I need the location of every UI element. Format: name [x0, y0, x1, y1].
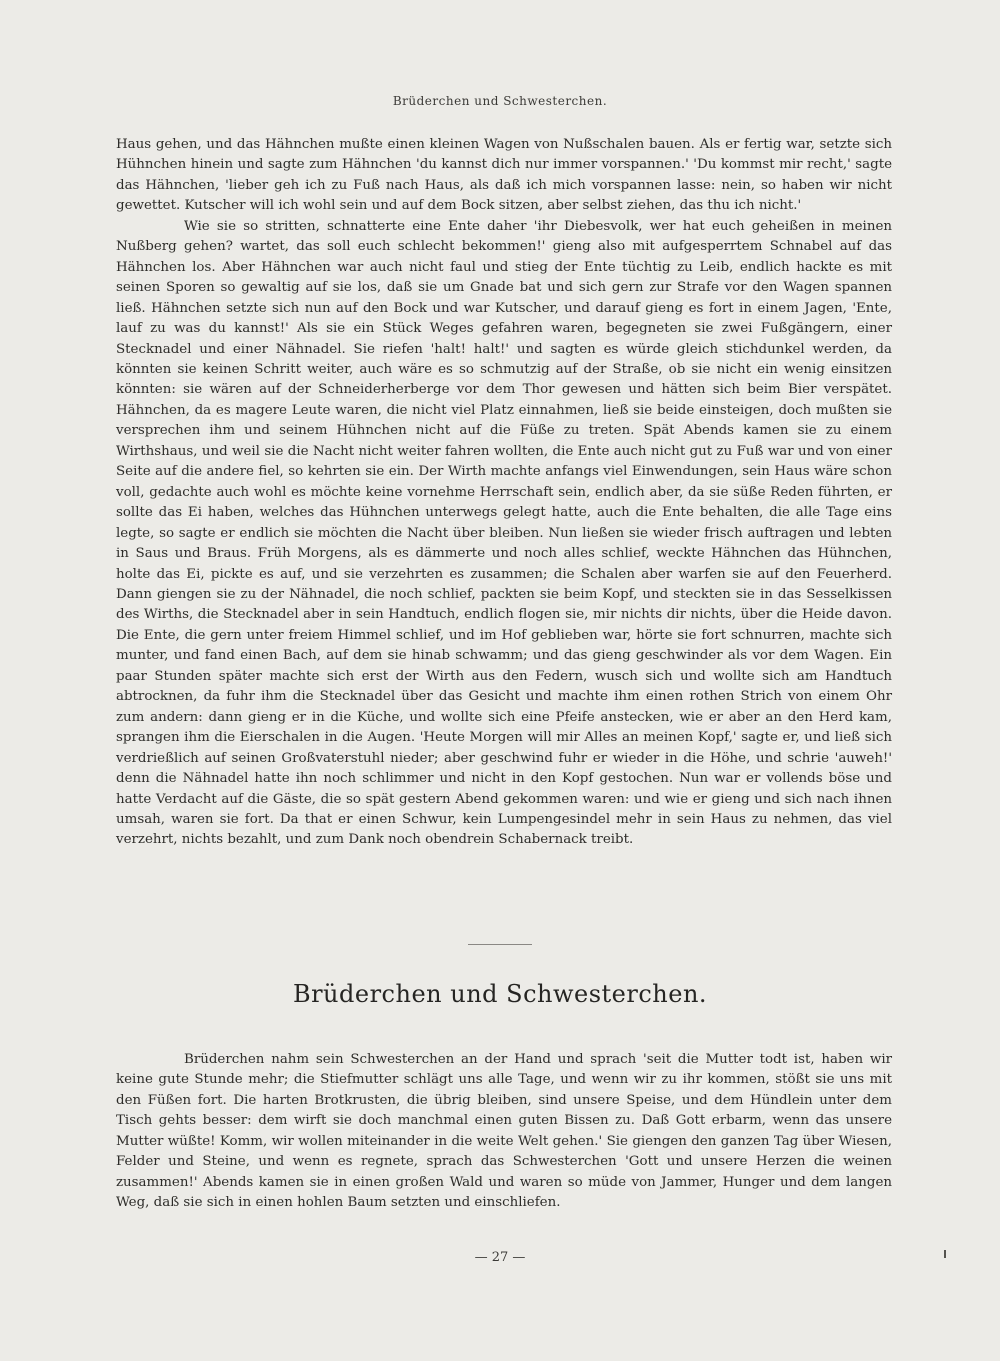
ink-speck [944, 1250, 946, 1258]
section-divider [468, 944, 532, 945]
paragraph: Wie sie so stritten, schnatterte eine Ente daher 'ihr Diebesvolk, wer hat euch geheißen in meinen Nußberg gehen? wartet, das soll euch schlecht bekommen!' gieng also mit aufgesperrtem Schnabel auf das Hähnchen los. Aber Hähnchen war auch nicht faul und stieg der Ente tüchtig zu Leib, endlich hackte es mit seinen Sporen so gewaltig auf sie los, daß sie um Gnade bat und sich gern zur Strafe vor den Wagen spannen ließ. Hähnchen setzte sich nun auf den Bock und war Kutscher, und darauf gieng es fort in einem Jagen, 'Ente, lauf zu was du kannst!' Als sie ein Stück Weges gefahren waren, begegneten sie zwei Fußgängern, einer Stecknadel und einer Nähnadel. Sie riefen 'halt! halt!' und sagten es würde gleich stichdunkel werden, da könnten sie keinen Schritt weiter, auch wäre es so schmutzig auf der Straße, ob sie nicht ein wenig einsitzen könnten: sie wären auf der Schneiderherberge vor dem Thor gewesen und hätten sich beim Bier verspätet. Hähnchen, da es magere Leute waren, die nicht viel Platz einnahmen, ließ sie beide einsteigen, doch mußten sie versprechen ihm und seinem Hühnchen nicht auf die Füße zu treten. Spät Abends kamen sie zu einem Wirthshaus, und weil sie die Nacht nicht weiter fahren wollten, die Ente auch nicht gut zu Fuß war und von einer Seite auf die andere fiel, so kehrten sie ein. Der Wirth machte anfangs viel Einwendungen, sein Haus wäre schon voll, gedachte auch wohl es möchte keine vornehme Herrschaft sein, endlich aber, da sie süße Reden führten, er sollte das Ei haben, welches das Hühnchen unterwegs gelegt hatte, auch die Ente behalten, die alle Tage eins legte, so sagte er endlich sie möchten die Nacht über bleiben. Nun ließen sie wieder frisch auftragen und lebten in Saus und Braus. Früh Morgens, als es dämmerte und noch alles schlief, weckte Hähnchen das Hühnchen, holte das Ei, pickte es auf, und sie verzehrten es zusammen; die Schalen aber warfen sie auf den Feuerherd. Dann giengen sie zu der Nähnadel, die noch schlief, packten sie beim Kopf, und steckten sie in das Sesselkissen des Wirths, die Stecknadel aber in sein Handtuch, endlich flogen sie, mir nichts dir nichts, über die Heide davon. Die Ente, die gern unter freiem Himmel schlief, und im Hof geblieben war, hörte sie fort schnurren, machte sich munter, und fand einen Bach, auf dem sie hinab schwamm; und das gieng geschwinder als vor dem Wagen. Ein paar Stunden später machte sich erst der Wirth aus den Federn, wusch sich und wollte sich am Handtuch abtrocknen, da fuhr ihm die Stecknadel über das Gesicht und machte ihm einen rothen Strich von einem Ohr zum andern: dann gieng er in die Küche, und wollte sich eine Pfeife anstecken, wie er aber an den Herd kam, sprangen ihm die Eierschalen in die Augen. 'Heute Morgen will mir Alles an meinen Kopf,' sagte er, und ließ sich verdrießlich auf seinen Großvaterstuhl nieder; aber geschwind fuhr er wieder in die Höhe, und schrie 'auweh!' denn die Nähnadel hatte ihn noch schlimmer und nicht in den Kopf gestochen. Nun war er vollends böse und hatte Verdacht auf die Gäste, die so spät gestern Abend gekommen waren: und wie er gieng und sich nach ihnen umsah, waren sie fort. Da that er einen Schwur, kein Lumpengesindel mehr in sein Haus zu nehmen, das viel verzehrt, nichts bezahlt, und zum Dank noch obendrein Schabernack treibt. [116, 218, 892, 848]
chapter-title: Brüderchen und Schwesterchen. [292, 980, 708, 1008]
running-head: Brüderchen und Schwesterchen. [392, 94, 608, 108]
page-number: — 27 — [474, 1250, 526, 1265]
paragraph: Haus gehen, und das Hähnchen mußte einen kleinen Wagen von Nußschalen bauen. Als er fertig war, setzte sich Hühnchen hinein und sagte zum Hähnchen 'du kannst dich nur immer vorspannen.' 'Du kommst mir recht,' sagte das Hähnchen, 'lieber geh ich zu Fuß nach Haus, als daß ich mich vorspannen lasse: nein, so haben wir nicht gewettet. Kutscher will ich wohl sein und auf dem Bock sitzen, aber selbst ziehen, das thu ich nicht.' [116, 137, 892, 214]
paragraph: Brüderchen nahm sein Schwesterchen an der Hand und sprach 'seit die Mutter todt ist, haben wir keine gute Stunde mehr; die Stiefmutter schlägt uns alle Tage, und wenn wir zu ihr kommen, stößt sie uns mit den Füßen fort. Die harten Brotkrusten, die übrig bleiben, sind unsere Speise, und dem Hündlein unter dem Tisch gehts besser: dem wirft sie doch manchmal einen guten Bissen zu. Daß Gott erbarm, wenn das unsere Mutter wüßte! Komm, wir wollen miteinander in die weite Welt gehen.' Sie giengen den ganzen Tag über Wiesen, Felder und Steine, und wenn es regnete, sprach das Schwesterchen 'Gott und unsere Herzen die weinen zusammen!' Abends kamen sie in einen großen Wald und waren so müde von Jammer, Hunger und dem langen Weg, daß sie sich in einen hohlen Baum setzten und einschliefen. [116, 1052, 892, 1211]
chapter-opening [116, 1050, 892, 1214]
story-continuation [116, 135, 892, 851]
